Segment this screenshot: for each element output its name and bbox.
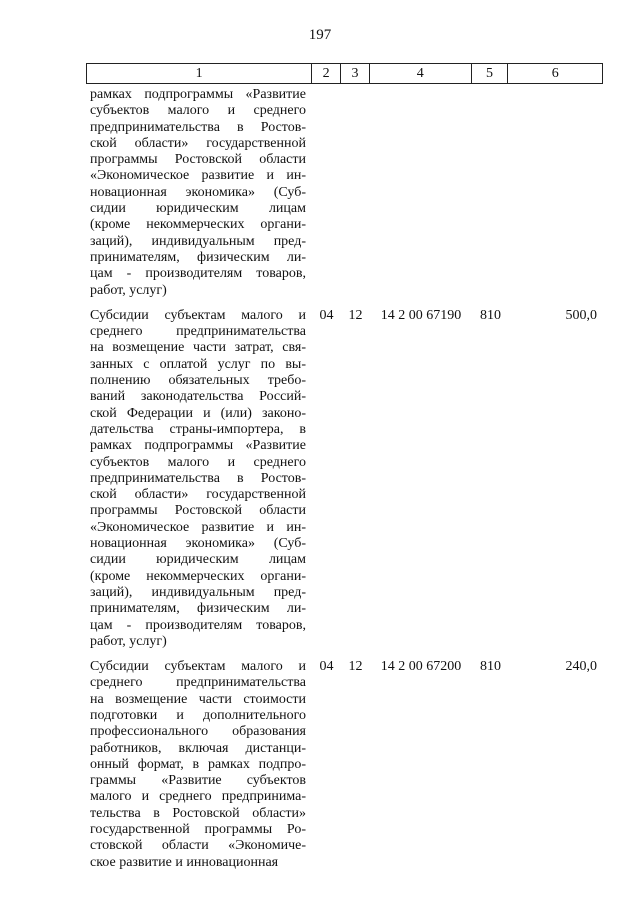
page-number: 197	[308, 27, 332, 43]
description-line: цам - производителям товаров,	[90, 266, 306, 282]
row-amount: 500,0	[565, 307, 597, 323]
description-line: стовской области «Экономиче-	[90, 838, 306, 854]
description-line: занных с оплатой услуг по вы-	[90, 356, 306, 372]
description-line: программы Ростовской области	[90, 152, 306, 168]
row-section-code: 04	[319, 307, 334, 323]
description-line: дательства страны-импортера, в	[90, 421, 306, 437]
description-line: граммы «Развитие субъектов	[90, 773, 306, 789]
row-amount	[509, 87, 603, 299]
description-line: программы Ростовской области	[90, 503, 306, 519]
header-col-6: 6	[551, 66, 559, 81]
table-body	[86, 87, 603, 871]
row-subsection-code	[341, 87, 370, 299]
row-target-article: 14 2 00 67190	[380, 307, 462, 323]
description-line: тельства в Ростовской области»	[90, 805, 306, 821]
description-line: среднего предпринимательства	[90, 675, 306, 691]
row-description	[86, 659, 312, 871]
description-line: подготовки и дополнительного	[90, 707, 306, 723]
row-subsection-code: 12	[348, 307, 363, 323]
header-col-4: 4	[370, 64, 472, 83]
row-expense-type: 810	[480, 659, 501, 675]
description-line: принимателям, физическим ли-	[90, 249, 306, 265]
description-line: «Экономическое развитие и ин-	[90, 168, 306, 184]
description-line: работ, услуг)	[90, 633, 167, 649]
header-col-3: 3	[341, 64, 370, 83]
budget-table	[86, 63, 603, 871]
description-line: предпринимательства в Ростов-	[90, 470, 306, 486]
description-line: полнению обязательных требо-	[90, 373, 306, 389]
description-line: рамках подпрограммы «Развитие	[90, 438, 306, 454]
description-line: Субсидии субъектам малого и	[90, 659, 306, 675]
description-line: ской Федерации и (или) законо-	[90, 405, 306, 421]
description-line: цам - производителям товаров,	[90, 617, 306, 633]
description-line: государственной программы Ро-	[90, 822, 306, 838]
description-line: субъектов малого и среднего	[90, 454, 306, 470]
description-line: заций), индивидуальным пред-	[90, 584, 306, 600]
description-line: работ, услуг)	[90, 282, 167, 298]
description-line: новационная экономика» (Суб-	[90, 536, 306, 552]
description-line: профессионального образования	[90, 724, 306, 740]
table-header	[86, 63, 603, 84]
description-line: рамках подпрограммы «Развитие	[90, 87, 306, 102]
description-line: Субсидии субъектам малого и	[90, 307, 306, 323]
description-line: малого и среднего предпринима-	[90, 789, 306, 805]
description-line: ваний законодательства Россий-	[90, 389, 306, 405]
description-line: (кроме некоммерческих органи-	[90, 568, 306, 584]
description-line: субъектов малого и среднего	[90, 103, 306, 119]
description-line: на возмещение части затрат, свя-	[90, 340, 306, 356]
description-line: на возмещение части стоимости	[90, 691, 306, 707]
description-line: среднего предпринимательства	[90, 324, 306, 340]
row-section-code	[312, 87, 341, 299]
table-row	[86, 659, 603, 871]
description-line: новационная экономика» (Суб-	[90, 184, 306, 200]
description-line: заций), индивидуальным пред-	[90, 233, 306, 249]
row-subsection-code: 12	[348, 659, 363, 675]
row-description	[86, 308, 312, 650]
description-line: ской области» государственной	[90, 487, 306, 503]
row-target-article	[370, 87, 472, 299]
row-expense-type	[472, 87, 509, 299]
table-row	[86, 308, 603, 650]
header-col-2: 2	[312, 64, 341, 83]
description-line: сидии юридическим лицам	[90, 201, 306, 217]
row-description	[86, 87, 312, 299]
description-line: ское развитие и инновационная	[90, 854, 279, 870]
description-line: принимателям, физическим ли-	[90, 601, 306, 617]
description-line: предпринимательства в Ростов-	[90, 119, 306, 135]
description-line: работников, включая дистанци-	[90, 740, 306, 756]
description-line: (кроме некоммерческих органи-	[90, 217, 306, 233]
table-row	[86, 87, 603, 299]
description-line: ской области» государственной	[90, 135, 306, 151]
row-section-code: 04	[319, 659, 334, 675]
header-col-5: 5	[472, 64, 509, 83]
row-amount: 240,0	[565, 659, 597, 675]
description-line: сидии юридическим лицам	[90, 552, 306, 568]
row-target-article: 14 2 00 67200	[380, 659, 462, 675]
header-col-1: 1	[87, 64, 312, 83]
description-line: онный формат, в рамках подпро-	[90, 756, 306, 772]
row-expense-type: 810	[480, 307, 501, 323]
description-line: «Экономическое развитие и ин-	[90, 519, 306, 535]
